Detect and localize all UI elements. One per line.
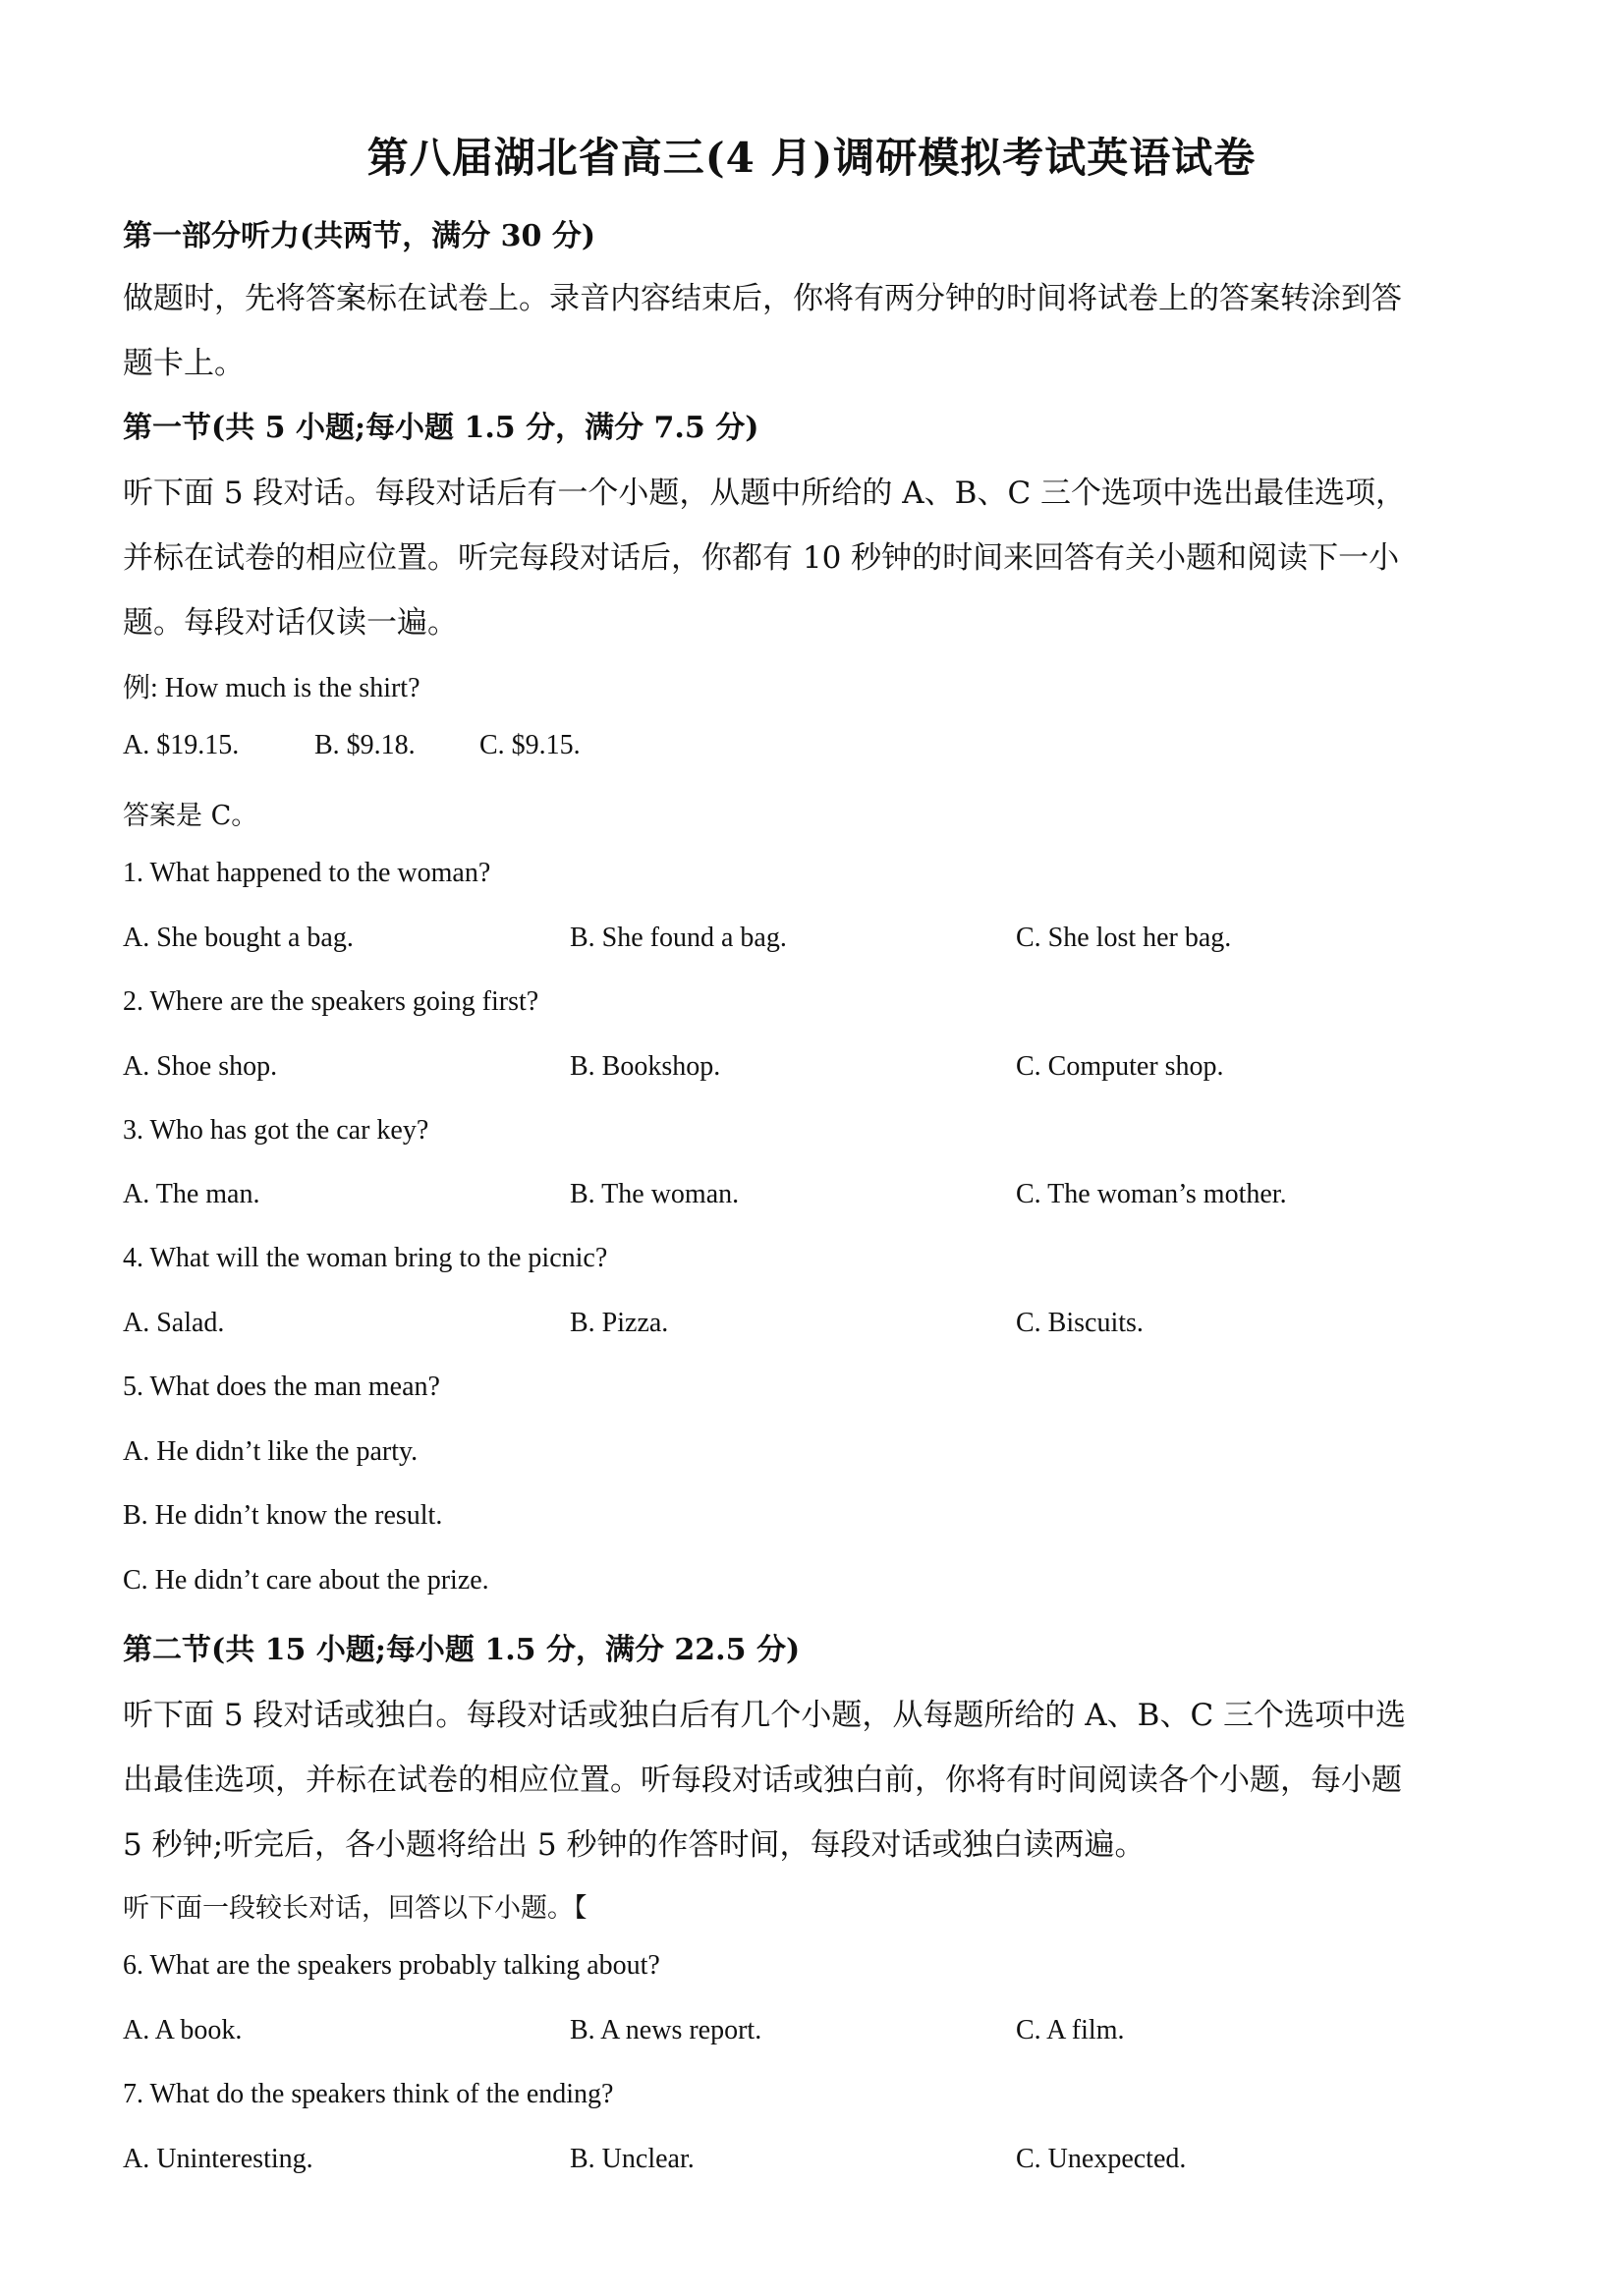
q1-option-b: B. She found a bag. — [570, 923, 787, 953]
q2-option-b: B. Bookshop. — [570, 1051, 721, 1082]
page-title: 第八届湖北省高三(4 月)调研模拟考试英语试卷 — [366, 134, 1257, 182]
question-7: 7. What do the speakers think of the ending? — [123, 2079, 614, 2109]
section2-heading: 第二节(共 15 小题;每小题 1.5 分，满分 22.5 分) — [123, 1633, 801, 1667]
section2-instruction-line-1: 听下面 5 段对话或独白。每段对话或独白后有几个小题，从每题所给的 A、B、C 三个选项中选 — [123, 1698, 1407, 1733]
part1-heading: 第一部分听力(共两节，满分 30 分) — [123, 219, 596, 253]
question-3: 3. Who has got the car key? — [123, 1115, 429, 1146]
question-2: 2. Where are the speakers going first? — [123, 986, 539, 1017]
example-option-b: B. $9.18. — [314, 730, 416, 760]
section1-heading: 第一节(共 5 小题;每小题 1.5 分，满分 7.5 分) — [123, 411, 759, 445]
q1-option-a: A. She bought a bag. — [123, 923, 354, 953]
part1-intro-line-2: 题卡上。 — [123, 346, 245, 381]
q4-option-c: C. Biscuits. — [1016, 1308, 1144, 1338]
q1-option-c: C. She lost her bag. — [1016, 923, 1232, 953]
q6-option-b: B. A news report. — [570, 2015, 762, 2045]
example-option-a: A. $19.15. — [123, 730, 240, 760]
q4-option-a: A. Salad. — [123, 1308, 225, 1338]
q4-option-b: B. Pizza. — [570, 1308, 669, 1338]
section1-instruction-line-3: 题。每段对话仅读一遍。 — [123, 605, 458, 641]
q7-option-b: B. Unclear. — [570, 2144, 695, 2174]
q3-option-c: C. The woman’s mother. — [1016, 1179, 1287, 1209]
example-question: 例: How much is the shirt? — [123, 673, 420, 703]
example-answer: 答案是 C。 — [123, 801, 258, 831]
example-option-c: C. $9.15. — [479, 730, 581, 760]
section2-prompt: 听下面一段较长对话，回答以下小题。【 — [123, 1893, 588, 1924]
q5-option-c: C. He didn’t care about the prize. — [123, 1565, 489, 1596]
q7-option-c: C. Unexpected. — [1016, 2144, 1187, 2174]
q7-option-a: A. Uninteresting. — [123, 2144, 313, 2174]
q6-option-a: A. A book. — [123, 2015, 243, 2045]
question-5: 5. What does the man mean? — [123, 1372, 440, 1402]
q2-option-c: C. Computer shop. — [1016, 1051, 1224, 1082]
question-6: 6. What are the speakers probably talking about? — [123, 1950, 660, 1981]
section2-instruction-line-3: 5 秒钟;听完后，各小题将给出 5 秒钟的作答时间，每段对话或独白读两遍。 — [123, 1827, 1146, 1863]
question-1: 1. What happened to the woman? — [123, 858, 491, 888]
section2-instruction-line-2: 出最佳选项，并标在试卷的相应位置。听每段对话或独白前，你将有时间阅读各个小题，每小题 — [123, 1763, 1402, 1798]
question-4: 4. What will the woman bring to the picnic? — [123, 1243, 608, 1273]
q5-option-b: B. He didn’t know the result. — [123, 1500, 443, 1531]
q2-option-a: A. Shoe shop. — [123, 1051, 278, 1082]
q6-option-c: C. A film. — [1016, 2015, 1125, 2045]
section1-instruction-line-2: 并标在试卷的相应位置。听完每段对话后，你都有 10 秒钟的时间来回答有关小题和阅读下一小 — [123, 540, 1400, 576]
q5-option-a: A. He didn’t like the party. — [123, 1436, 419, 1467]
part1-intro-line-1: 做题时，先将答案标在试卷上。录音内容结束后，你将有两分钟的时间将试卷上的答案转涂到答 — [123, 281, 1402, 316]
section1-instruction-line-1: 听下面 5 段对话。每段对话后有一个小题，从题中所给的 A、B、C 三个选项中选出最佳选项， — [123, 476, 1407, 511]
q3-option-b: B. The woman. — [570, 1179, 740, 1209]
q3-option-a: A. The man. — [123, 1179, 260, 1209]
